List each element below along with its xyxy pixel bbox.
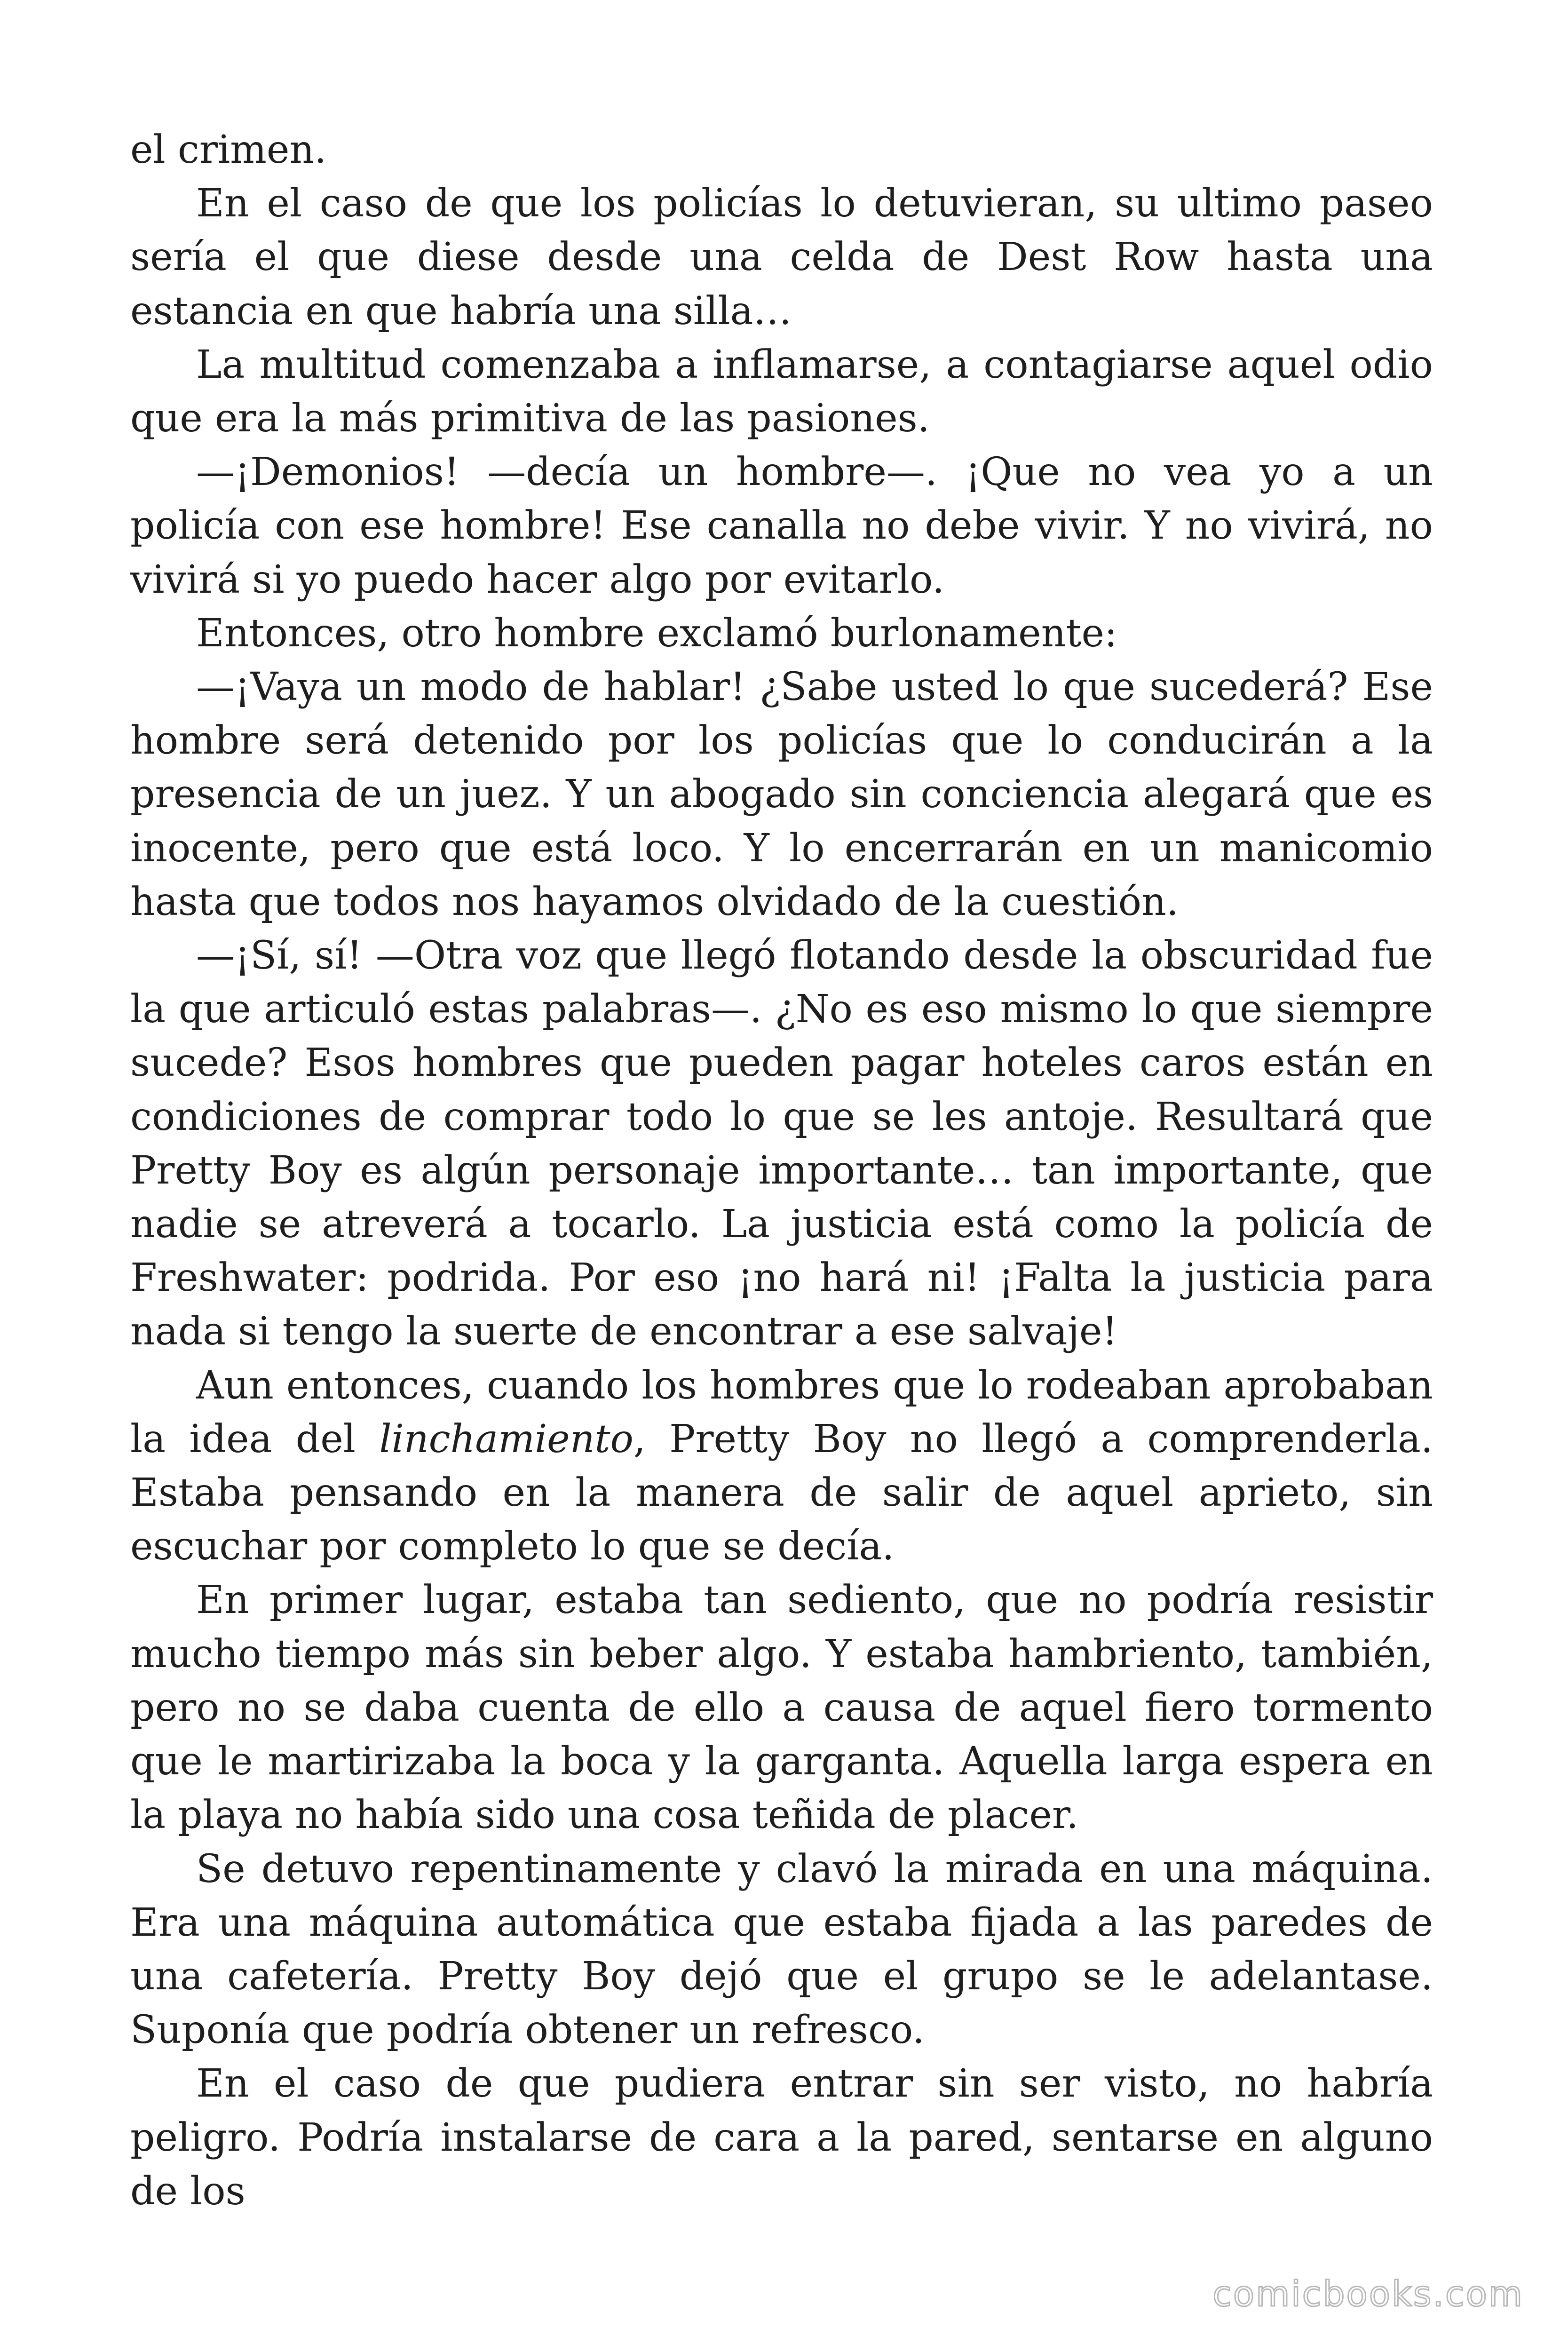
italic-word: linchamiento [379,1416,634,1462]
paragraph: —¡Vaya un modo de hablar! ¿Sabe usted lo que sucederá? Ese hombre será detenido por los policías que lo conducirán a la presencia de un juez. Y un abogado sin conciencia alegará que es inocente, pero que está loco. Y lo encerrarán en un manicomio hasta que todos nos hayamos olvidado de la cuestión. [130,665,1433,924]
paragraph: el crimen. [130,127,327,172]
paragraph: La multitud comenzaba a inflamarse, a contagiarse aquel odio que era la más primitiva de las pasiones. [130,342,1433,441]
paragraph: En primer lugar, estaba tan sediento, que no podría resistir mucho tiempo más sin beber algo. Y estaba hambriento, también, pero no se daba cuenta de ello a causa de aquel fiero tormento que le martirizaba la boca y la garganta. Aquella larga espera en la playa no había sido una cosa teñida de placer. [130,1578,1433,1838]
paragraph: En el caso de que los policías lo detuvieran, su ultimo paseo sería el que diese desde una celda de Dest Row hasta una estancia en que habría una silla… [130,181,1433,334]
paragraph: Se detuvo repentinamente y clavó la mirada en una máquina. Era una máquina automática que estaba fijada a las paredes de una cafetería. Pretty Boy dejó que el grupo se le adelantase. Suponía que podría obtener un refresco. [130,1846,1433,2053]
watermark: comicbooks.com [1212,2274,1524,2314]
paragraph-text: Aun entonces, cuando los hombres que lo rodeaban aprobaban la idea del [130,1363,1433,1462]
paragraph [130,1359,1433,1574]
body-text [130,123,1433,2218]
paragraph: En el caso de que pudiera entrar sin ser visto, no habría peligro. Podría instalarse de cara a la pared, sentarse en alguno de los [130,2061,1433,2214]
paragraph: —¡Demonios! —decía un hombre—. ¡Que no vea yo a un policía con ese hombre! Ese canalla no debe vivir. Y no vivirá, no vivirá si yo puedo hacer algo por evitarlo. [130,450,1433,602]
paragraph: —¡Sí, sí! —Otra voz que llegó flotando desde la obscuridad fue la que articuló estas palabras—. ¿No es eso mismo lo que siempre sucede? Esos hombres que pueden pagar hoteles caros están en condiciones de comprar todo lo que se les antoje. Resultará que Pretty Boy es algún personaje importante… tan importante, que nadie se atreverá a tocarlo. La justicia está como la policía de Freshwater: podrida. Por eso ¡no hará ni! ¡Falta la justicia para nada si tengo la suerte de encontrar a ese salvaje! [130,933,1433,1354]
paragraph: Entonces, otro hombre exclamó burlonamente: [196,611,1117,656]
paragraph-text: , Pretty Boy no llegó a comprenderla. Estaba pensando en la manera de salir de aquel aprieto, sin escuchar por completo lo que se decía. [130,1416,1433,1569]
